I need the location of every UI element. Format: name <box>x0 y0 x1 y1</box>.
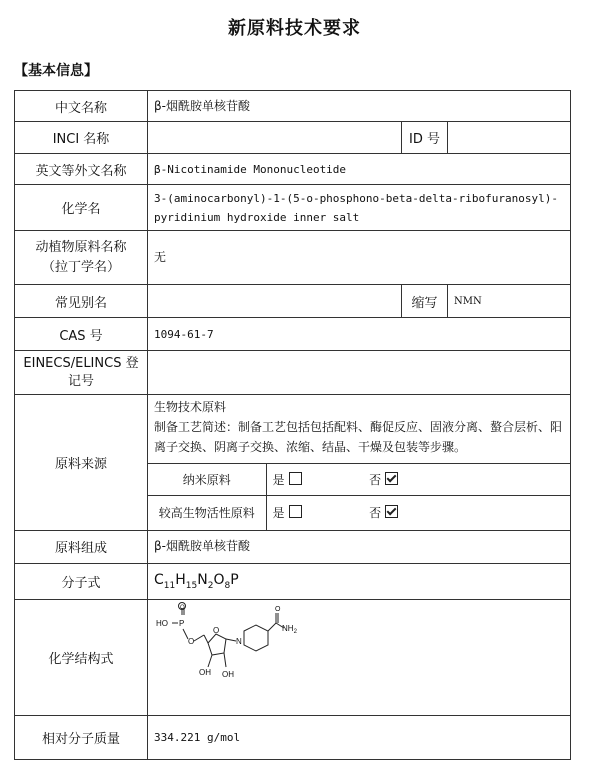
label-latin-name <box>15 231 148 285</box>
atom-nh2: $NH_2$ <box>282 624 297 635</box>
source-description <box>148 395 570 463</box>
nano-no-checkbox[interactable] <box>385 472 398 485</box>
value-chinese-name: β-烟酰胺单核苷酸 <box>148 91 571 122</box>
nmn-structure-diagram <box>152 601 297 713</box>
bio-no-checkbox[interactable] <box>385 505 398 518</box>
atom-n-plus: N <box>236 637 242 646</box>
value-molecular-weight: 334.221 g/mol <box>148 715 571 759</box>
row-english-name <box>15 154 571 185</box>
label-english-name: 英文等外文名称 <box>15 154 148 185</box>
label-latin-name-line2: （拉丁学名） <box>41 259 120 275</box>
label-nano: 纳米原料 <box>148 464 266 496</box>
label-molecular-weight: 相对分子质量 <box>15 715 148 759</box>
label-abbreviation: 缩写 <box>402 285 448 318</box>
label-id: ID 号 <box>402 122 448 154</box>
value-composition: β-烟酰胺单核苷酸 <box>148 530 571 563</box>
label-chinese-name: 中文名称 <box>15 91 148 122</box>
row-alias <box>15 285 571 318</box>
value-source <box>148 395 571 531</box>
label-alias: 常见别名 <box>15 285 148 318</box>
row-formula <box>15 563 571 599</box>
row-molecular-weight <box>15 715 571 759</box>
value-formula: $C_{11}H_{15}N_2O_8P$ <box>148 563 571 599</box>
value-id <box>448 122 571 154</box>
row-latin-name <box>15 231 571 285</box>
label-einecs-line2: 记号 <box>67 373 94 389</box>
value-latin-name: 无 <box>148 231 571 285</box>
svg-text:O: O <box>275 606 281 613</box>
label-structure: 化学结构式 <box>15 599 148 715</box>
section-heading: 【基本信息】 <box>14 63 98 79</box>
row-composition <box>15 530 571 563</box>
source-process: 制备工艺简述：制备工艺包括包括配料、酶促反应、固液分离、螯合层析、阳离子交换、阴离子交换、浓缩、结晶、干燥及包装等步骤。 <box>154 420 563 454</box>
row-source <box>15 395 571 531</box>
label-einecs-line1: EINECS/ELINCS 登 <box>23 355 139 371</box>
row-chinese-name <box>15 91 571 122</box>
row-chemical-name <box>15 185 571 231</box>
value-inci <box>148 122 402 154</box>
value-bioactive <box>266 496 570 530</box>
label-chemical-name: 化学名 <box>15 185 148 231</box>
value-abbreviation: NMN <box>448 285 571 318</box>
nano-no-label: 否 <box>369 473 382 487</box>
label-inci: INCI 名称 <box>15 122 148 154</box>
row-einecs <box>15 351 571 395</box>
nano-yes-label: 是 <box>272 473 285 487</box>
row-nano <box>148 464 570 496</box>
row-structure <box>15 599 571 715</box>
bio-no-label: 否 <box>369 506 382 521</box>
source-type: 生物技术原料 <box>154 400 227 414</box>
atom-oh-1: OH <box>199 668 211 677</box>
source-flags-table <box>148 463 570 530</box>
value-english-name: β-Nicotinamide Mononucleotide <box>148 154 571 185</box>
value-alias <box>148 285 402 318</box>
value-nano <box>266 464 570 496</box>
atom-o-ring: O <box>213 626 220 635</box>
row-cas <box>15 318 571 351</box>
atom-o-minus: O <box>180 605 185 611</box>
document-title: 新原料技术要求 <box>228 18 361 39</box>
value-chemical-name: 3-(aminocarbonyl)-1-(5-o-phosphono-beta-delta-ribofuranosyl)-pyridinium hydroxide inner salt <box>148 185 571 231</box>
bio-yes-checkbox[interactable] <box>289 505 302 518</box>
atom-p: P <box>179 619 185 628</box>
value-einecs <box>148 351 571 395</box>
info-table <box>14 90 571 760</box>
value-cas: 1094-61-7 <box>148 318 571 351</box>
row-bioactive <box>148 496 570 530</box>
label-einecs <box>15 351 148 395</box>
bio-yes-label: 是 <box>272 506 285 521</box>
label-cas: CAS 号 <box>15 318 148 351</box>
nano-yes-checkbox[interactable] <box>289 472 302 485</box>
atom-ho: HO <box>156 619 168 628</box>
label-source: 原料来源 <box>15 395 148 531</box>
label-latin-name-line1: 动植物原料名称 <box>35 239 127 255</box>
atom-o-bridge: O <box>188 637 195 646</box>
label-formula: 分子式 <box>15 563 148 599</box>
atom-oh-2: OH <box>222 670 234 679</box>
label-composition: 原料组成 <box>15 530 148 563</box>
row-inci <box>15 122 571 154</box>
value-structure <box>148 599 571 715</box>
label-bioactive: 较高生物活性原料 <box>148 496 266 530</box>
